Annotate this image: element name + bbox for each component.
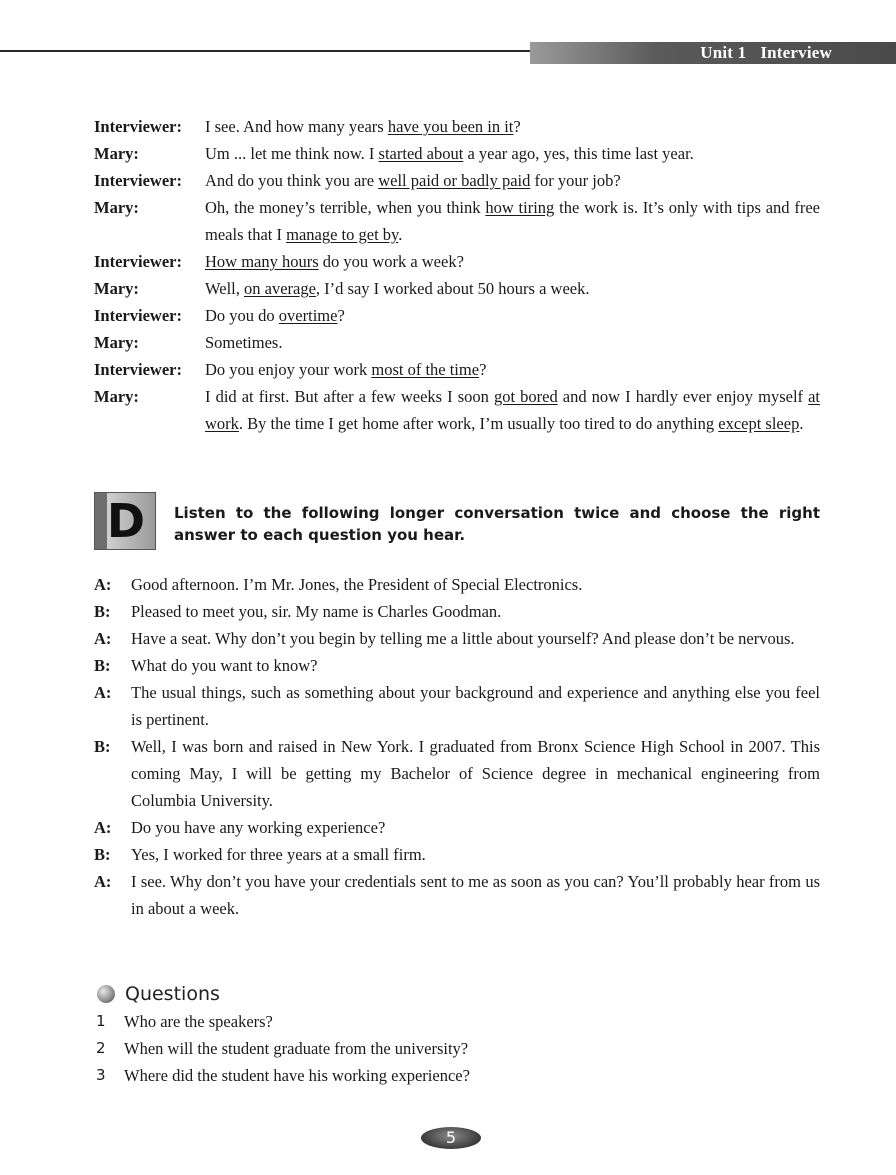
speaker-label: Interviewer: [94, 117, 182, 136]
speaker-label: Interviewer: [94, 252, 182, 271]
speaker-label: B: [94, 656, 111, 675]
dialogue-row [94, 113, 820, 140]
text-segment: for your job? [530, 171, 621, 190]
text-segment: I see. And how many years [205, 117, 388, 136]
conversation-row [94, 652, 820, 679]
dialogue-row [94, 167, 820, 194]
text-segment: , I’d say I worked about 50 hours a week. [315, 279, 590, 298]
dialogue-row [94, 329, 820, 356]
dialogue-row [94, 356, 820, 383]
text-segment: Well, [205, 279, 244, 298]
conversation-text: Yes, I worked for three years at a small firm. [131, 845, 426, 864]
dialogue-text [205, 194, 820, 248]
section-d [94, 492, 820, 552]
conversation-text: What do you want to know? [131, 656, 318, 675]
dialogue-text [205, 167, 820, 194]
underlined-phrase: except sleep [718, 414, 800, 433]
underlined-phrase: How many hours [205, 252, 319, 271]
dialogue-text [205, 113, 820, 140]
page-number: 5 [421, 1127, 481, 1149]
unit-label: Unit 1 [700, 43, 747, 62]
underlined-phrase: started about [378, 144, 464, 163]
question-item [96, 1035, 796, 1062]
speaker-label: A: [94, 575, 112, 594]
question-text: When will the student graduate from the university? [124, 1039, 469, 1058]
bullet-icon [97, 985, 115, 1003]
text-segment: ? [337, 306, 345, 325]
conversation-text: Do you have any working experience? [131, 818, 386, 837]
dialogue-text [205, 248, 820, 275]
underlined-phrase: overtime [278, 306, 338, 325]
speaker-label: Mary: [94, 279, 139, 298]
text-segment: the work is. It’s only with tips and free meals that I [205, 198, 820, 244]
speaker-label: A: [94, 818, 112, 837]
question-number: 3 [96, 1066, 106, 1084]
question-item [96, 1062, 796, 1089]
dialogue-text [205, 383, 820, 437]
conversation-row [94, 814, 820, 841]
unit-title: Interview [760, 43, 832, 62]
speaker-label: A: [94, 683, 112, 702]
conversation-row [94, 625, 820, 652]
questions-heading [97, 982, 220, 1006]
speaker-label: Mary: [94, 198, 139, 217]
text-segment: . [398, 225, 403, 244]
text-segment: ? [479, 360, 487, 379]
unit-banner [530, 42, 896, 64]
dialogue-text [205, 140, 820, 167]
dialogue-text [205, 302, 820, 329]
section-d-letter: D [106, 494, 146, 548]
conversation-row [94, 679, 820, 733]
text-segment: ? [513, 117, 521, 136]
question-text: Who are the speakers? [124, 1012, 273, 1031]
underlined-phrase: well paid or badly paid [378, 171, 531, 190]
dialogue-row [94, 248, 820, 275]
speaker-label: A: [94, 629, 112, 648]
dialogue-row [94, 140, 820, 167]
dialogue-row [94, 383, 820, 437]
dialogue-row [94, 194, 820, 248]
speaker-label: B: [94, 845, 111, 864]
text-segment: and now I hardly ever enjoy myself [557, 387, 809, 406]
question-text: Where did the student have his working experience? [124, 1066, 470, 1085]
underlined-phrase: manage to get by [286, 225, 399, 244]
speaker-label: A: [94, 872, 112, 891]
question-item [96, 1008, 796, 1035]
speaker-label: Mary: [94, 333, 139, 352]
question-number: 1 [96, 1012, 106, 1030]
dialogue-row [94, 275, 820, 302]
text-segment: Oh, the money’s terrible, when you think [205, 198, 486, 217]
questions-title: Questions [125, 983, 220, 1005]
conversation-row [94, 571, 820, 598]
conversation-text: Pleased to meet you, sir. My name is Charles Goodman. [131, 602, 502, 621]
conversation-row [94, 598, 820, 625]
underlined-phrase: at work [205, 387, 821, 433]
text-segment: Do you enjoy your work [205, 360, 372, 379]
speaker-label: Interviewer: [94, 360, 182, 379]
speaker-label: Mary: [94, 387, 139, 406]
speaker-label: B: [94, 602, 111, 621]
text-segment: Um ... let me think now. I [205, 144, 379, 163]
question-number: 2 [96, 1039, 106, 1057]
text-segment: . By the time I get home after work, I’m usually too tired to do anything [238, 414, 719, 433]
text-segment: Sometimes. [205, 333, 283, 352]
conversation-text: The usual things, such as something about your background and experience and anything else you feel is pertinent. [131, 683, 820, 729]
underlined-phrase: how tiring [485, 198, 555, 217]
conversation-transcript [94, 571, 820, 922]
speaker-label: Mary: [94, 144, 139, 163]
underlined-phrase: on average [244, 279, 316, 298]
text-segment: . [799, 414, 804, 433]
underlined-phrase: have you been in it [387, 117, 514, 136]
interview-dialogue [94, 113, 820, 437]
conversation-text: Well, I was born and raised in New York. I graduated from Bronx Science High School in 2007. This coming May, I will be getting my Bachelor of Science degree in mechanical engineering from Columbia University. [131, 737, 820, 810]
dialogue-row [94, 302, 820, 329]
text-segment: a year ago, yes, this time last year. [463, 144, 694, 163]
underlined-phrase: most of the time [371, 360, 480, 379]
questions-list [96, 1008, 796, 1089]
speaker-label: Interviewer: [94, 306, 182, 325]
speaker-label: Interviewer: [94, 171, 182, 190]
conversation-row [94, 733, 820, 814]
text-segment: And do you think you are [205, 171, 379, 190]
conversation-row [94, 841, 820, 868]
conversation-row [94, 868, 820, 922]
speaker-label: B: [94, 737, 111, 756]
underlined-phrase: got bored [493, 387, 558, 406]
dialogue-text [205, 356, 820, 383]
section-d-instruction: Listen to the following longer conversation twice and choose the right answer to each question you hear. [174, 504, 820, 544]
text-segment: do you work a week? [318, 252, 464, 271]
dialogue-text [205, 329, 820, 356]
dialogue-text [205, 275, 820, 302]
text-segment: I did at first. But after a few weeks I soon [205, 387, 494, 406]
conversation-text: Good afternoon. I’m Mr. Jones, the President of Special Electronics. [131, 575, 583, 594]
conversation-text: Have a seat. Why don’t you begin by telling me a little about yourself? And please don’t be nervous. [131, 629, 795, 648]
text-segment: Do you do [205, 306, 279, 325]
conversation-text: I see. Why don’t you have your credentials sent to me as soon as you can? You’ll probably hear from us in about a week. [131, 872, 820, 918]
